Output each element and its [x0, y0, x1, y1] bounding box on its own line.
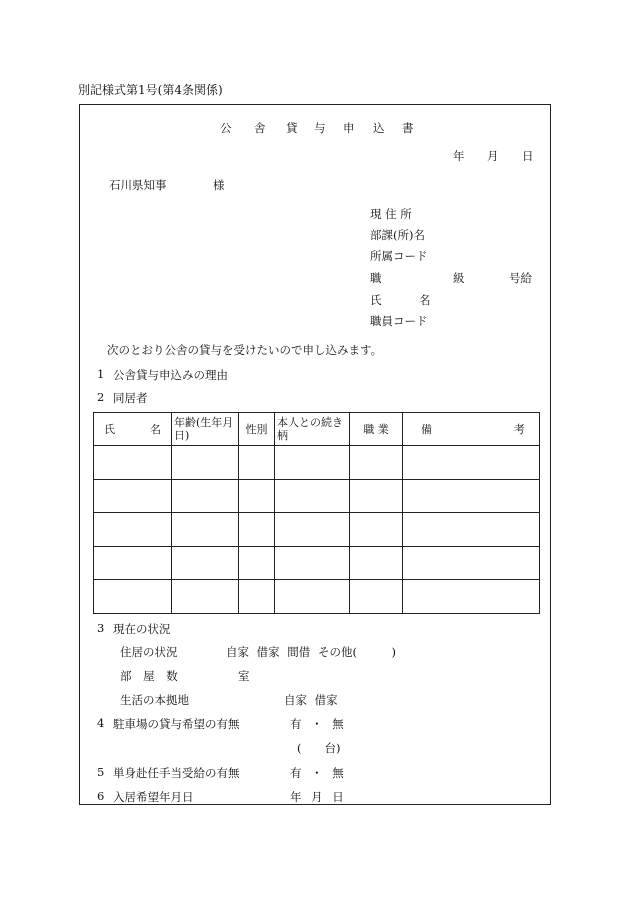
- header-name: 氏 名: [94, 413, 172, 446]
- cell-age[interactable]: [172, 513, 239, 547]
- applicant-address-label: 現 住 所: [370, 207, 412, 221]
- move-in-date: 年 月 日: [290, 790, 344, 804]
- applicant-pay-label: 号給: [509, 271, 532, 285]
- cell-sex[interactable]: [239, 446, 275, 480]
- header-job: 職 業: [350, 413, 403, 446]
- cell-relation[interactable]: [275, 479, 350, 513]
- cell-sex[interactable]: [239, 513, 275, 547]
- rooms-unit: 室: [238, 669, 250, 683]
- title-char: 書: [402, 121, 414, 135]
- title-char: 公: [220, 121, 232, 135]
- table-row: [94, 479, 540, 513]
- applicant-post-label: 職: [370, 271, 382, 285]
- cell-job[interactable]: [350, 580, 403, 614]
- cell-name[interactable]: [94, 479, 172, 513]
- cohabitants-table: [93, 412, 540, 614]
- residence-base-options: 自家 借家: [284, 693, 338, 707]
- cell-remarks[interactable]: [403, 546, 540, 580]
- item5-number: 5: [97, 765, 105, 779]
- applicant-dept-label: 部課(所)名: [370, 228, 425, 242]
- table-row: [94, 513, 540, 547]
- cell-name[interactable]: [94, 446, 172, 480]
- cell-job[interactable]: [350, 513, 403, 547]
- cell-job[interactable]: [350, 479, 403, 513]
- table-header-row: [94, 413, 540, 446]
- cell-sex[interactable]: [239, 546, 275, 580]
- cell-relation[interactable]: [275, 513, 350, 547]
- cell-remarks[interactable]: [403, 446, 540, 480]
- item3-number: 3: [97, 621, 105, 635]
- header-remarks: 備 考: [403, 413, 540, 446]
- title-char: 舎: [254, 121, 266, 135]
- rooms-label: 部 屋 数: [120, 669, 178, 683]
- title-char: 与: [314, 121, 326, 135]
- item2-label: 同居者: [113, 391, 148, 405]
- cell-age[interactable]: [172, 479, 239, 513]
- item1-label: 公舎貸与申込みの理由: [113, 368, 228, 382]
- item6-label: 入居希望年月日: [113, 790, 194, 804]
- table-row: [94, 546, 540, 580]
- applicant-grade-label: 級: [453, 271, 465, 285]
- date-month: 月: [487, 149, 499, 163]
- item2-number: 2: [97, 390, 105, 404]
- header-age: 年齢(生年月日): [172, 413, 239, 446]
- cell-relation[interactable]: [275, 580, 350, 614]
- cell-relation[interactable]: [275, 546, 350, 580]
- item1-number: 1: [97, 367, 105, 381]
- parking-count: ( 台): [297, 741, 341, 755]
- cell-remarks[interactable]: [403, 513, 540, 547]
- item6-number: 6: [97, 789, 105, 803]
- item5-label: 単身赴任手当受給の有無: [113, 766, 240, 780]
- item3-label: 現在の状況: [113, 622, 171, 636]
- cell-name[interactable]: [94, 546, 172, 580]
- cell-sex[interactable]: [239, 479, 275, 513]
- cell-job[interactable]: [350, 446, 403, 480]
- applicant-dept-code-label: 所属コード: [370, 249, 428, 263]
- addressee-suffix: 様: [213, 178, 225, 192]
- cell-name[interactable]: [94, 580, 172, 614]
- form-number-label: 別記様式第1号(第4条関係): [78, 83, 223, 97]
- housing-status-label: 住居の状況: [120, 645, 178, 659]
- cell-sex[interactable]: [239, 580, 275, 614]
- allowance-options: 有 ・ 無: [290, 766, 344, 780]
- applicant-staff-code-label: 職員コード: [370, 314, 428, 328]
- title-char: 貸: [286, 121, 298, 135]
- cell-remarks[interactable]: [403, 479, 540, 513]
- header-relation: 本人との続き柄: [275, 413, 350, 446]
- table-row: [94, 580, 540, 614]
- cell-age[interactable]: [172, 580, 239, 614]
- addressee-name: 石川県知事: [109, 178, 167, 192]
- title-char: 申: [343, 121, 355, 135]
- item4-label: 駐車場の貸与希望の有無: [113, 717, 240, 731]
- cell-job[interactable]: [350, 546, 403, 580]
- item4-number: 4: [97, 716, 105, 730]
- cell-age[interactable]: [172, 546, 239, 580]
- applicant-name-label-a: 氏: [370, 293, 382, 307]
- date-year: 年: [453, 149, 465, 163]
- date-day: 日: [522, 149, 534, 163]
- cell-age[interactable]: [172, 446, 239, 480]
- cell-relation[interactable]: [275, 446, 350, 480]
- cell-name[interactable]: [94, 513, 172, 547]
- cell-remarks[interactable]: [403, 580, 540, 614]
- title-char: 込: [373, 121, 385, 135]
- housing-status-options: 自家 借家 間借 その他( ): [226, 645, 396, 659]
- applicant-name-label-b: 名: [419, 293, 431, 307]
- intro-text: 次のとおり公舎の貸与を受けたいので申し込みます。: [107, 343, 383, 357]
- parking-options: 有 ・ 無: [290, 717, 344, 731]
- table-row: [94, 446, 540, 480]
- header-sex: 性別: [239, 413, 275, 446]
- residence-base-label: 生活の本拠地: [120, 693, 189, 707]
